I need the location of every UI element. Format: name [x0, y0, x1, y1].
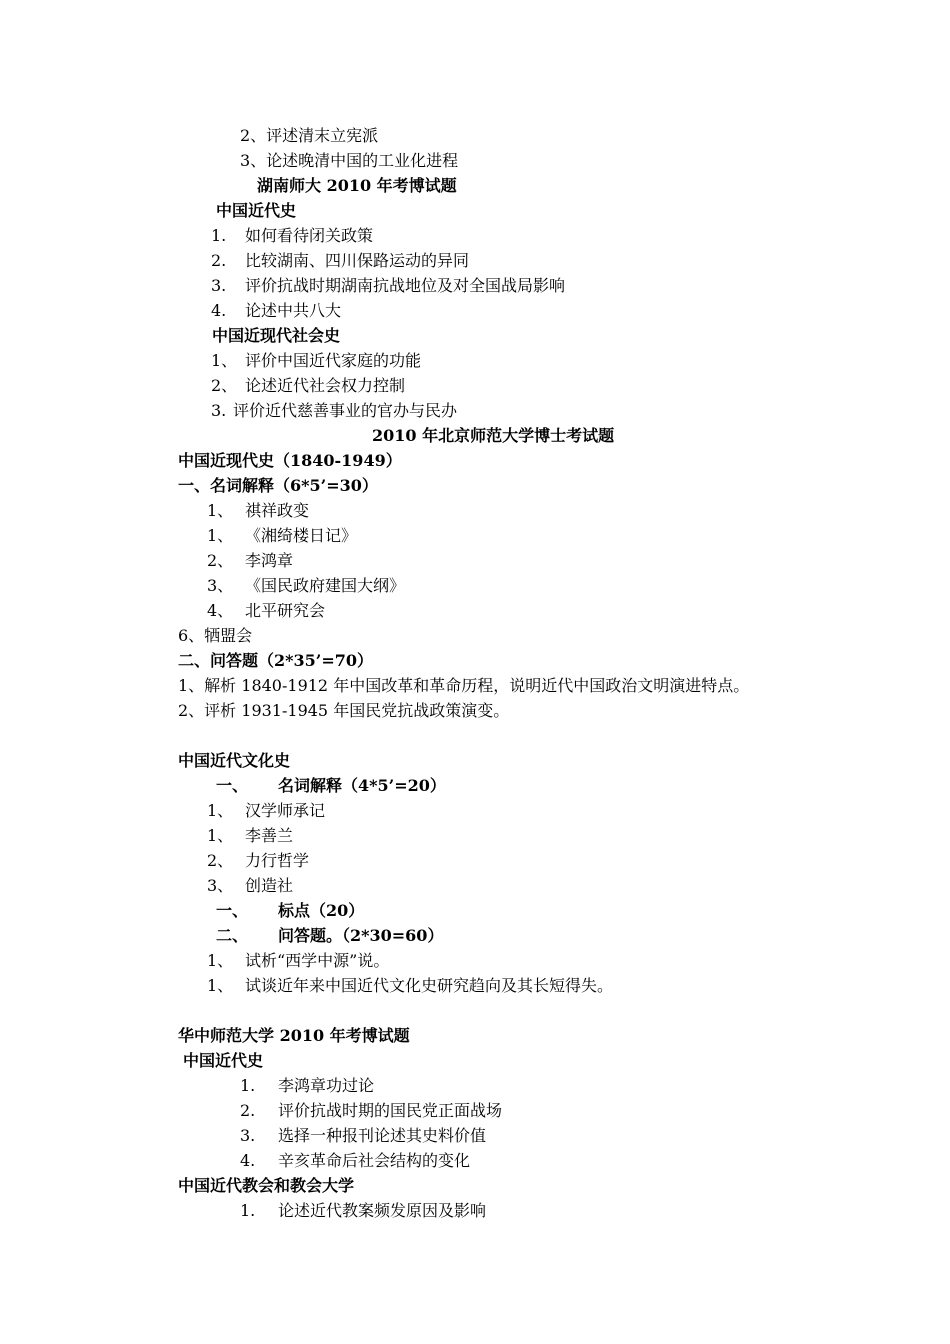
list-number: 4、 [207, 601, 234, 620]
list-item [240, 1148, 471, 1173]
list-number: 3. [240, 1126, 256, 1145]
subsection-heading: 中国近代史 [216, 201, 297, 220]
list-item: 6、牺盟会 [178, 626, 253, 645]
list-number: 4. [240, 1151, 256, 1170]
list-text: 《湘绮楼日记》 [245, 526, 358, 545]
list-item [211, 273, 566, 298]
subsection-heading: 中国近代史 [183, 1051, 264, 1070]
list-number: 1、 [207, 501, 234, 520]
list-item [240, 1073, 375, 1098]
list-text: 李鸿章功过论 [278, 1076, 375, 1095]
list-item [207, 573, 406, 598]
list-item: 2、评述清末立宪派 [240, 126, 379, 145]
list-item [207, 598, 326, 623]
list-item [207, 848, 310, 873]
list-number: 3、 [207, 576, 234, 595]
question-heading: 一、名词解释（6*5’=30） [178, 476, 378, 495]
question-title: 名词解释（4*5’=20） [278, 776, 446, 795]
list-item [207, 973, 614, 998]
list-text: 李善兰 [245, 826, 294, 845]
list-item [211, 298, 342, 323]
list-number: 1、 [207, 801, 234, 820]
list-text: 创造社 [245, 876, 294, 895]
list-text: 试析“西学中源”说。 [245, 951, 390, 970]
list-item [211, 373, 406, 398]
list-item [211, 348, 422, 373]
list-item [207, 548, 294, 573]
list-item [211, 223, 374, 248]
list-number: 1. [240, 1201, 256, 1220]
list-text: 论述近代教案频发原因及影响 [278, 1201, 487, 1220]
question-heading: 二、问答题（2*35’=70） [178, 651, 374, 670]
list-number: 1. [240, 1076, 256, 1095]
section-title: 湖南师大 2010 年考博试题 [257, 176, 457, 195]
list-number: 3、 [207, 876, 234, 895]
list-number: 1、 [207, 976, 234, 995]
list-item: 1、解析 1840-1912 年中国改革和革命历程，说明近代中国政治文明演进特点。 [178, 676, 750, 695]
list-text: 比较湖南、四川保路运动的异同 [245, 251, 470, 270]
list-text: 如何看待闭关政策 [245, 226, 374, 245]
list-item [207, 798, 326, 823]
list-number: 4. [211, 301, 227, 320]
list-item [207, 873, 294, 898]
list-text: 论述中共八大 [245, 301, 342, 320]
subsection-heading: 中国近代教会和教会大学 [178, 1176, 355, 1195]
list-number: 2、 [211, 376, 238, 395]
list-text: 论述近代社会权力控制 [245, 376, 406, 395]
question-heading [216, 773, 446, 798]
list-item [211, 248, 470, 273]
subsection-heading: 中国近现代史（1840-1949） [178, 451, 402, 470]
list-text: 评价中国近代家庭的功能 [245, 351, 422, 370]
list-text: 辛亥革命后社会结构的变化 [278, 1151, 471, 1170]
list-item [207, 823, 294, 848]
list-number: 1、 [211, 351, 238, 370]
list-number: 2. [240, 1101, 256, 1120]
list-number: 2、 [207, 851, 234, 870]
list-number: 1. [211, 226, 227, 245]
list-item [240, 1123, 487, 1148]
list-number: 2、 [207, 551, 234, 570]
subsection-heading: 中国近现代社会史 [212, 326, 341, 345]
list-number: 3. [211, 401, 227, 420]
list-item [207, 948, 390, 973]
question-number: 一、 [216, 901, 249, 920]
list-number: 2. [211, 251, 227, 270]
list-text: 试谈近年来中国近代文化史研究趋向及其长短得失。 [245, 976, 614, 995]
list-text: 评价抗战时期的国民党正面战场 [278, 1101, 503, 1120]
question-title: 问答题。（2*30=60） [278, 926, 444, 945]
subsection-heading: 中国近代文化史 [178, 751, 291, 770]
list-text: 评价抗战时期湖南抗战地位及对全国战局影响 [245, 276, 566, 295]
list-item [207, 523, 358, 548]
list-item [240, 1098, 503, 1123]
question-number: 一、 [216, 776, 249, 795]
list-text: 祺祥政变 [245, 501, 310, 520]
list-item [207, 498, 310, 523]
list-text: 北平研究会 [245, 601, 326, 620]
list-number: 1、 [207, 526, 234, 545]
question-heading [216, 923, 444, 948]
section-title: 华中师范大学 2010 年考博试题 [178, 1026, 410, 1045]
section-title: 2010 年北京师范大学博士考试题 [372, 426, 615, 445]
list-number: 3. [211, 276, 227, 295]
list-text: 评价近代慈善事业的官办与民办 [233, 401, 458, 420]
list-item [240, 1198, 487, 1223]
question-number: 二、 [216, 926, 249, 945]
list-text: 《国民政府建国大纲》 [245, 576, 406, 595]
list-number: 1、 [207, 826, 234, 845]
question-heading [216, 898, 365, 923]
list-item [211, 398, 458, 423]
question-title: 标点（20） [278, 901, 365, 920]
list-item: 2、评析 1931-1945 年国民党抗战政策演变。 [178, 701, 510, 720]
list-text: 力行哲学 [245, 851, 310, 870]
list-text: 选择一种报刊论述其史料价值 [278, 1126, 487, 1145]
list-text: 李鸿章 [245, 551, 294, 570]
list-number: 1、 [207, 951, 234, 970]
list-item: 3、论述晚清中国的工业化进程 [240, 151, 459, 170]
list-text: 汉学师承记 [245, 801, 326, 820]
